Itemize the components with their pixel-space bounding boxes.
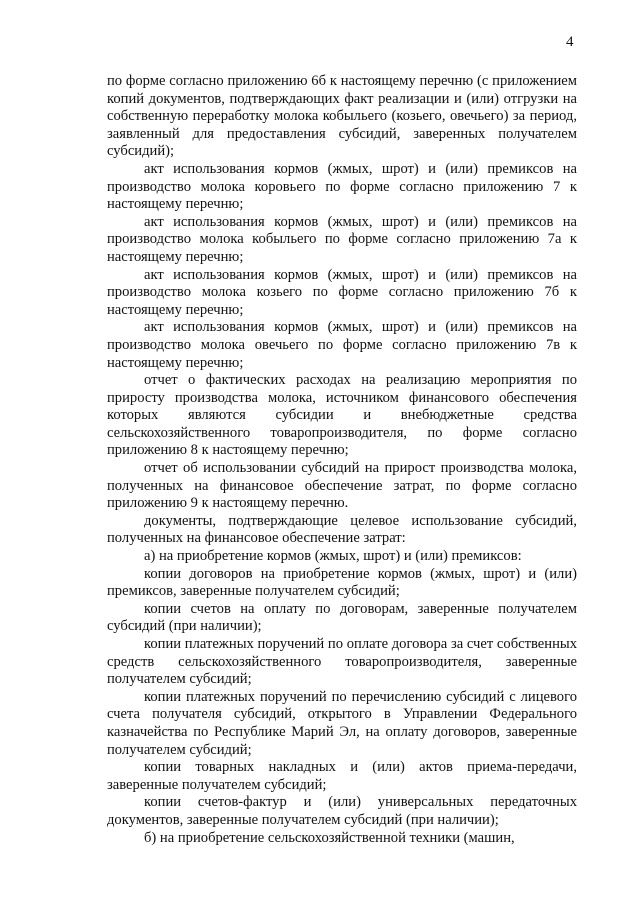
paragraph: копии счетов-фактур и (или) универсальных передаточных документов, заверенные получателем субсидий (при наличии); [107, 794, 577, 828]
paragraph: отчет об использовании субсидий на прирост производства молока, полученных на финансовое обеспечение затрат, по форме согласно приложению 9 к настоящему перечню. [107, 460, 577, 512]
paragraph: копии договоров на приобретение кормов (жмых, шрот) и (или) премиксов, заверенные получателем субсидий; [107, 565, 577, 600]
paragraph: акт использования кормов (жмых, шрот) и (или) премиксов на производство молока овечьего по форме согласно приложению 7в к настоящему перечню; [107, 319, 577, 371]
paragraph: а) на приобретение кормов (жмых, шрот) и (или) премиксов: [144, 548, 522, 565]
page-number: 4 [566, 34, 574, 50]
paragraph: копии товарных накладных и (или) актов приема-передачи, заверенные получателем субсидий; [107, 759, 577, 793]
paragraph: копии платежных поручений по перечислению субсидий с лицевого счета получателя субсидий, открытого в Управлении Федерального казначейства по Республике Марий Эл, на оплату договоров, заверенные получателем субсидий; [107, 688, 577, 758]
paragraph: акт использования кормов (жмых, шрот) и (или) премиксов на производство молока коровьего по форме согласно приложению 7 к настоящему перечню; [107, 160, 577, 213]
paragraph: акт использования кормов (жмых, шрот) и (или) премиксов на производство молока козьего по форме согласно приложению 7б к настоящему перечню; [107, 266, 577, 318]
paragraph: отчет о фактических расходах на реализацию мероприятия по приросту производства молока, источником финансового обеспечения которых являются субсидии и внебюджетные средства сельскохозяйственного товаропроизводителя, по форме согласно приложению 8 к настоящему перечню; [107, 372, 577, 459]
paragraph: б) на приобретение сельскохозяйственной техники (машин, [144, 829, 515, 846]
paragraph: по форме согласно приложению 6б к настоящему перечню (с приложением копий документов, подтверждающих факт реализации и (или) отгрузки на собственную переработку молока кобыльего (козьего, овечьего) за период, заявленный для предоставления субсидий, заверенных получателем субсидий); [107, 73, 577, 160]
paragraph: документы, подтверждающие целевое использование субсидий, полученных на финансовое обеспечение затрат: [107, 512, 577, 547]
document-body [107, 73, 577, 847]
paragraph: копии счетов на оплату по договорам, заверенные получателем субсидий (при наличии); [107, 600, 577, 635]
paragraph: копии платежных поручений по оплате договора за счет собственных средств сельскохозяйственного товаропроизводителя, заверенные получателем субсидий; [107, 636, 577, 688]
paragraph: акт использования кормов (жмых, шрот) и (или) премиксов на производство молока кобыльего по форме согласно приложению 7а к настоящему перечню; [107, 213, 577, 265]
